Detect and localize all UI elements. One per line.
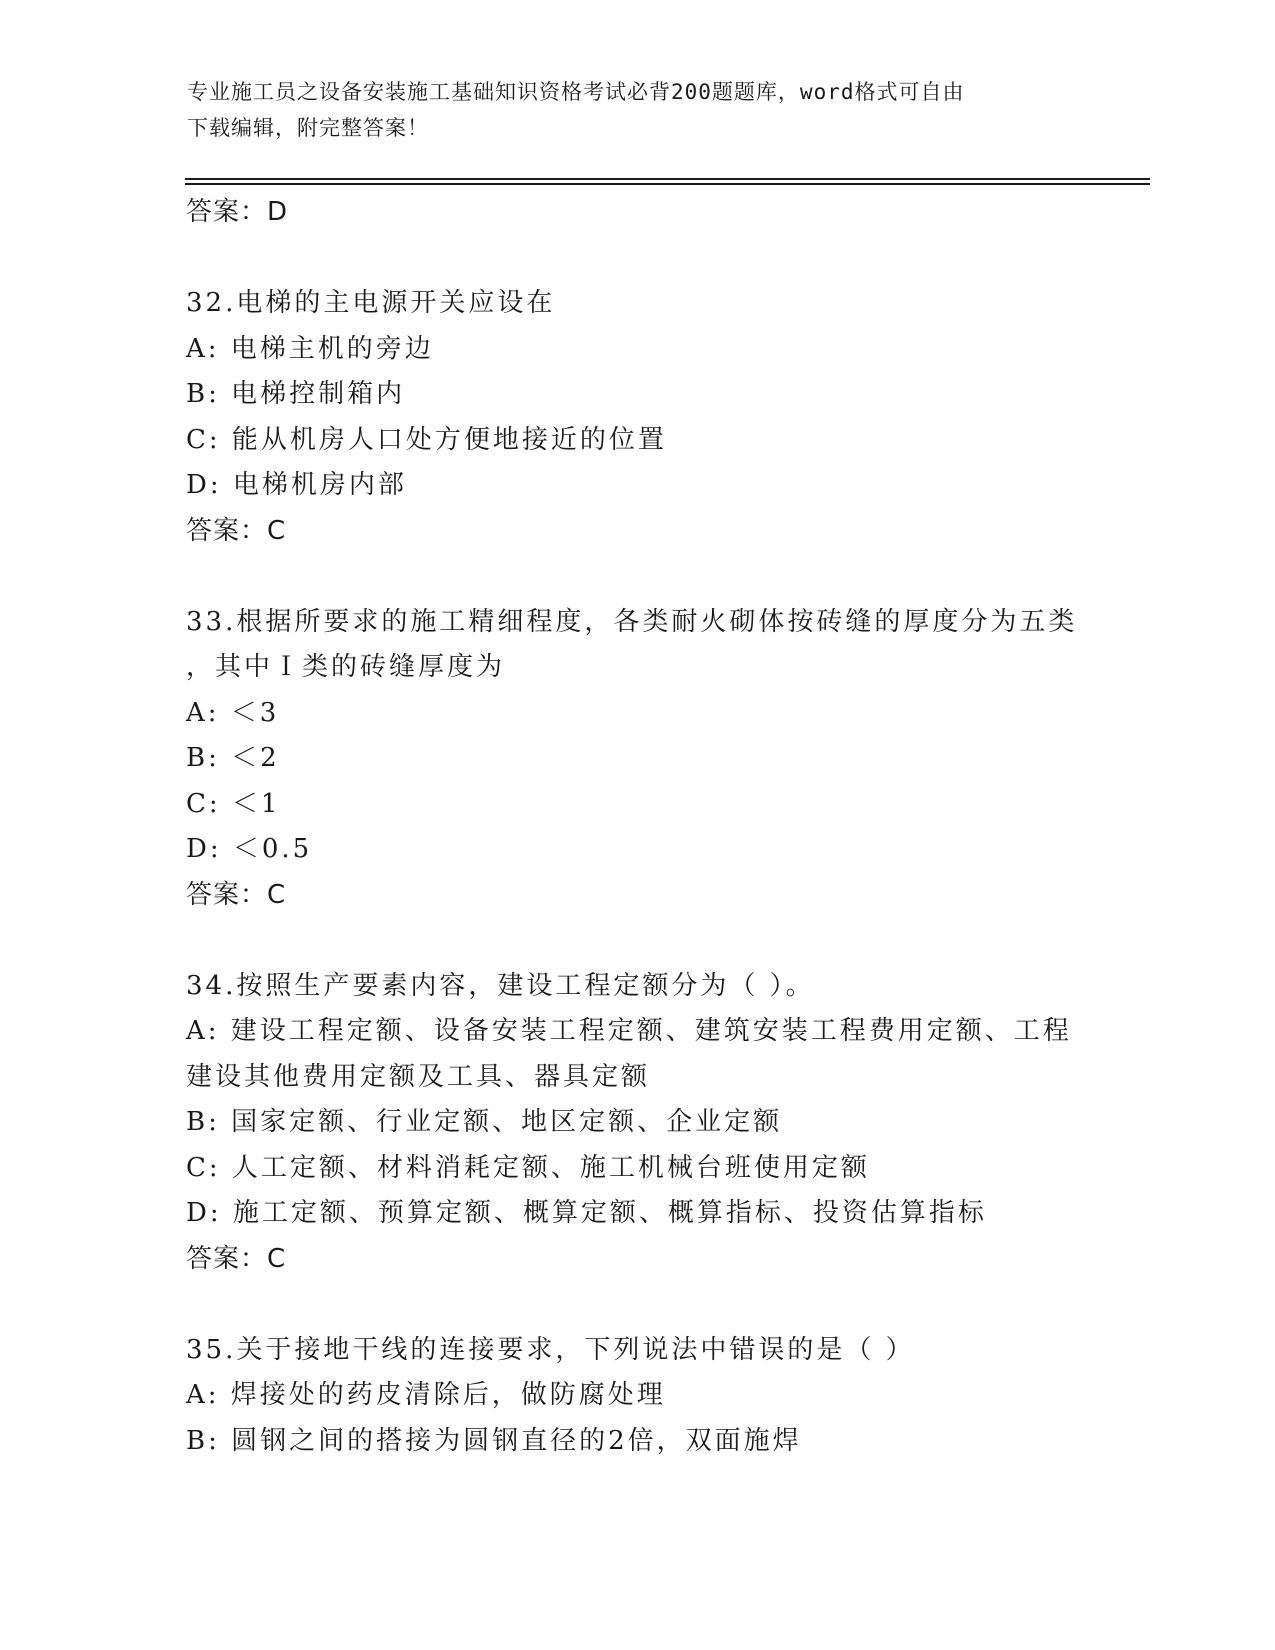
- option-b: B: 国家定额、行业定额、地区定额、企业定额: [186, 1107, 783, 1137]
- option-a: A: ＜3: [186, 697, 280, 728]
- spacer: [186, 1282, 1086, 1328]
- question-stem: 34.按照生产要素内容，建设工程定额分为（ ）。: [186, 970, 815, 1001]
- spacer: [186, 236, 1086, 282]
- question-stem: 35.关于接地干线的连接要求，下列说法中错误的是（ ）: [186, 1334, 915, 1365]
- header-title-line-2: 下载编辑，附完整答案！: [187, 116, 429, 140]
- question-stem: 32.电梯的主电源开关应设在: [186, 288, 556, 318]
- question-33: [186, 600, 1086, 919]
- spacer: [186, 554, 1086, 600]
- option-d: D: 施工定额、预算定额、概算定额、概算指标、投资估算指标: [186, 1198, 987, 1228]
- question-list: [186, 190, 1086, 1464]
- option-c: C: 人工定额、材料消耗定额、施工机械台班使用定额: [186, 1152, 870, 1183]
- option-a-line-1: A: 建设工程定额、设备安装工程定额、建筑安装工程费用定额、工程: [186, 1016, 1072, 1046]
- option-b: B: ＜2: [186, 743, 280, 773]
- option-a: A: 焊接处的药皮清除后，做防腐处理: [186, 1380, 666, 1410]
- option-b: B: 圆钢之间的搭接为圆钢直径的2倍，双面施焊: [186, 1425, 802, 1456]
- question-35: [186, 1328, 1086, 1465]
- answer-line: 答案：C: [186, 515, 287, 546]
- spacer: [186, 918, 1086, 964]
- question-34: [186, 964, 1086, 1283]
- option-d: D: ＜0.5: [186, 834, 313, 864]
- question-32: [186, 281, 1086, 554]
- header-rule-top: [185, 178, 1150, 180]
- answer-line: 答案：C: [186, 879, 287, 910]
- header-title-line-1: 专业施工员之设备安装施工基础知识资格考试必背200题题库，word格式可自由: [187, 80, 965, 104]
- option-c: C: 能从机房人口处方便地接近的位置: [186, 424, 667, 455]
- question-stem-line-2: ，其中Ｉ类的砖缝厚度为: [186, 652, 506, 682]
- answer-line: 答案：D: [186, 197, 289, 227]
- option-a: A: 电梯主机的旁边: [186, 333, 434, 364]
- header-rule-bottom: [185, 183, 1150, 185]
- option-b: B: 电梯控制箱内: [186, 379, 406, 409]
- question-stem-line-1: 33.根据所要求的施工精细程度，各类耐火砌体按砖缝的厚度分为五类: [186, 606, 1078, 637]
- document-header: [187, 74, 1067, 146]
- option-a-line-2: 建设其他费用定额及工具、器具定额: [186, 1061, 651, 1092]
- option-c: C: ＜1: [186, 788, 281, 819]
- option-d: D: 电梯机房内部: [186, 470, 407, 500]
- answer-line: 答案：C: [186, 1243, 287, 1274]
